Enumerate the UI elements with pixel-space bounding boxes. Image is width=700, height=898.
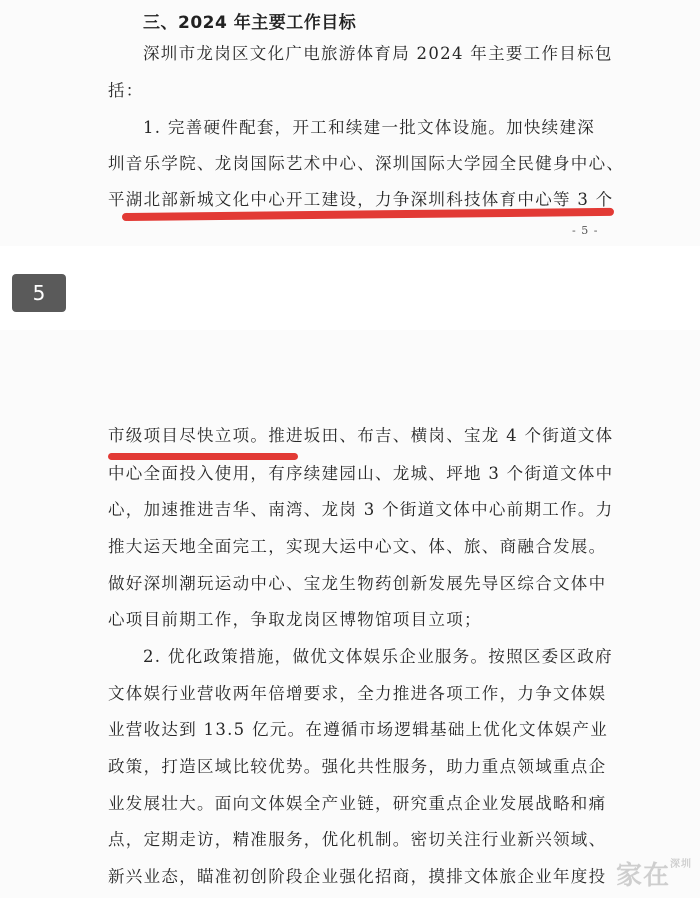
text-line: 深圳市龙岗区文化广电旅游体育局 2024 年主要工作目标包: [143, 44, 613, 63]
text-line: 业营收达到 13.5 亿元。在遵循市场逻辑基础上优化文体娱产业: [108, 720, 609, 739]
text-line: 业发展壮大。面向文体娱全产业链，研究重点企业发展战略和痛: [108, 794, 607, 813]
text-line: 市级项目尽快立项。推进坂田、布吉、横岗、宝龙 4 个街道文体: [108, 426, 614, 445]
text-line: 心，加速推进吉华、南湾、龙岗 3 个街道文体中心前期工作。力: [108, 500, 614, 519]
section-heading: 三、2024 年主要工作目标: [143, 13, 357, 33]
text-line: 括：: [108, 81, 144, 100]
watermark-main: 家在: [615, 861, 670, 891]
text-line: 推大运天地全面完工，实现大运中心文、体、旅、商融合发展。: [108, 537, 607, 556]
page-number-badge[interactable]: 5: [12, 274, 66, 312]
text-line: 做好深圳潮玩运动中心、宝龙生物药创新发展先导区综合文体中: [108, 574, 607, 593]
text-line: 中心全面投入使用，有序续建园山、龙城、坪地 3 个街道文体中: [108, 464, 614, 483]
document-page-bottom: [0, 330, 700, 898]
text-line: 文体娱行业营收两年倍增要求，全力推进各项工作，力争文体娱: [108, 684, 607, 703]
text-line: 2. 优化政策措施，做优文体娱乐企业服务。按照区委区政府: [143, 647, 613, 666]
text-line: 点，定期走访，精准服务，优化机制。密切关注行业新兴领域、: [108, 830, 607, 849]
text-line: 平湖北部新城文化中心开工建设，力争深圳科技体育中心等 3 个: [108, 190, 614, 209]
page-number-marker: - 5 -: [572, 224, 599, 237]
document-page-top: [0, 0, 700, 246]
watermark-sub: 深圳: [670, 859, 692, 870]
text-line: 政策，打造区域比较优势。强化共性服务，助力重点领域重点企: [108, 757, 607, 776]
text-line: 圳音乐学院、龙岗国际艺术中心、深圳国际大学园全民健身中心、: [108, 154, 625, 173]
page-gap: [0, 246, 700, 330]
text-line: 心项目前期工作，争取龙岗区博物馆项目立项；: [108, 610, 482, 629]
watermark-logo: [616, 855, 692, 892]
red-highlight-underline: [108, 453, 298, 460]
text-line: 1. 完善硬件配套，开工和续建一批文体设施。加快续建深: [143, 118, 596, 137]
text-line: 新兴业态，瞄准初创阶段企业强化招商，摸排文体旅企业年度投: [108, 867, 607, 886]
